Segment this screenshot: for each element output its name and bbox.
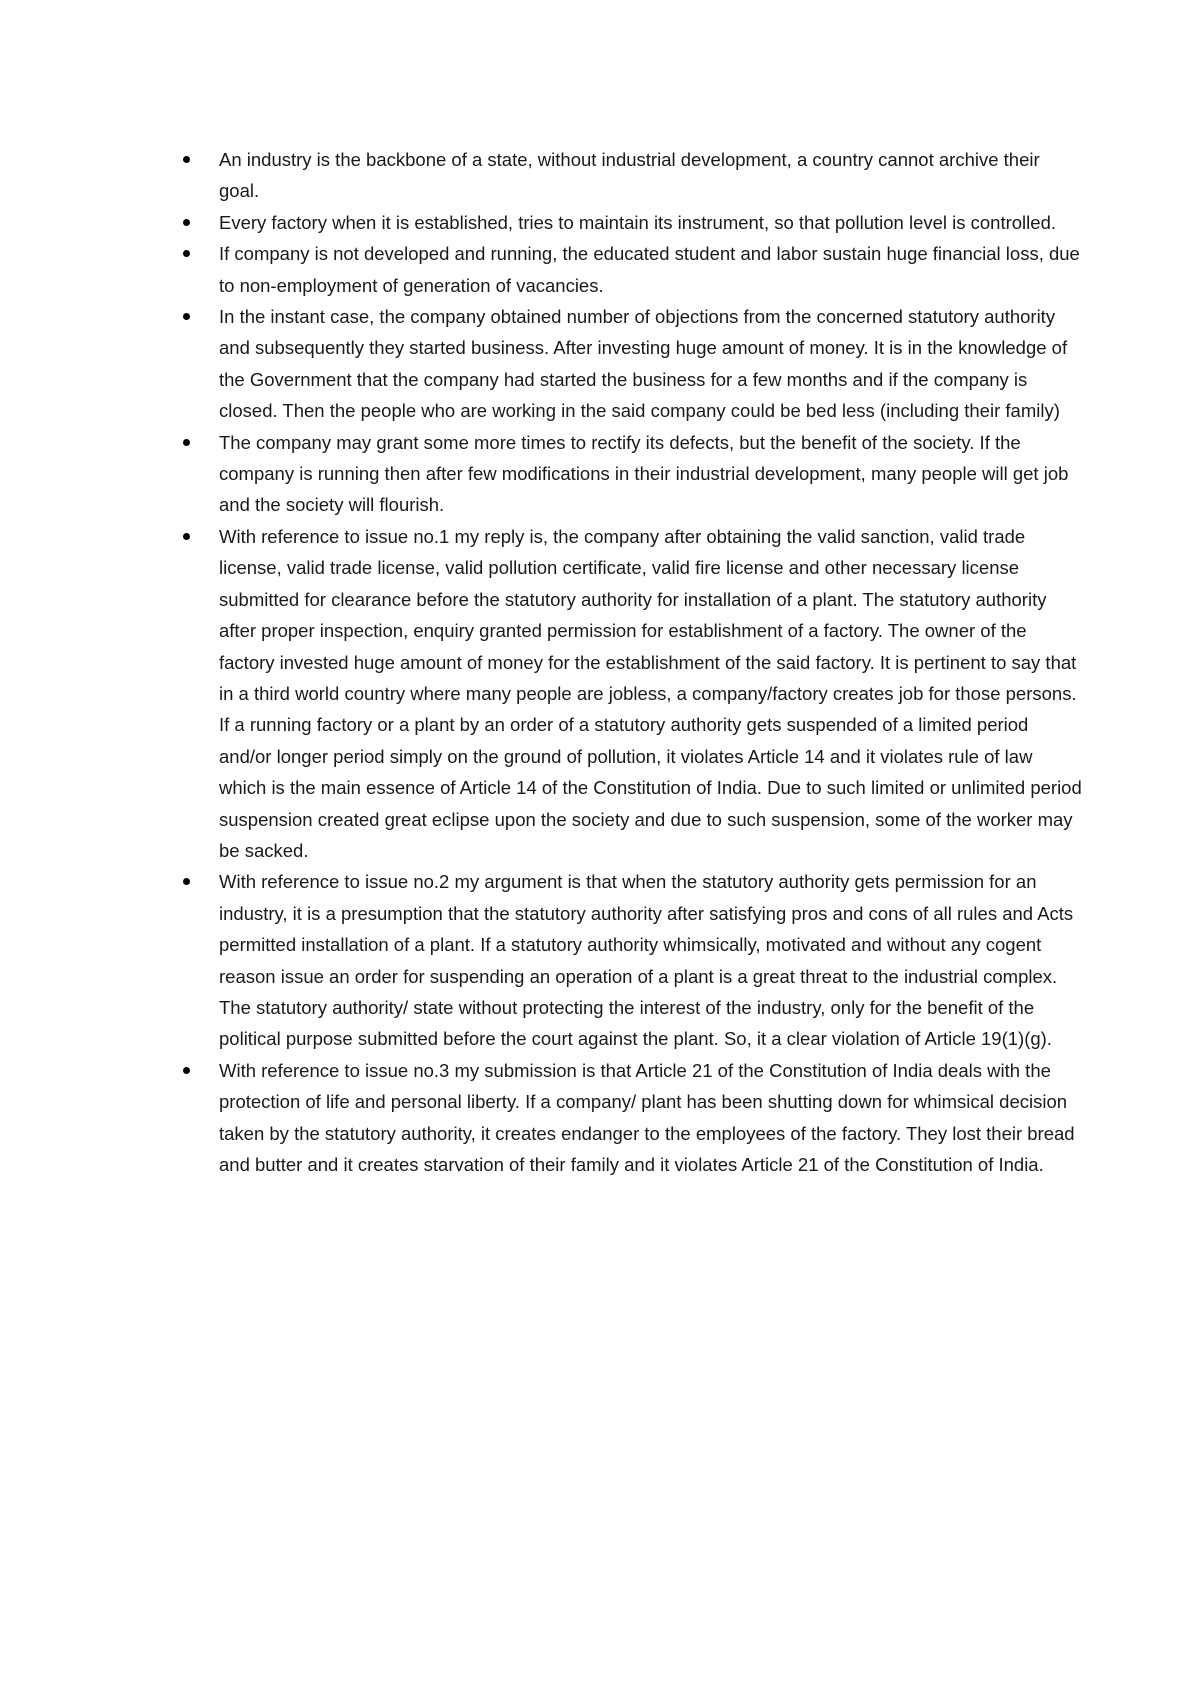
bullet-item xyxy=(183,238,1083,301)
bullet-text: With reference to issue no.2 my argument is that when the statutory authority gets permission for an industry, it is a presumption that the statutory authority after satisfying pros and cons of all rules and Acts permitted installation of a plant. If a statutory authority whimsically, motivated and without any cogent reason issue an order for suspending an operation of a plant is a great threat to the industrial complex. The statutory authority/ state without protecting the interest of the industry, only for the benefit of the political purpose submitted before the court against the plant. So, it a clear violation of Article 19(1)(g). xyxy=(219,871,1074,1050)
bullet-text: An industry is the backbone of a state, without industrial development, a country cannot archive their goal. xyxy=(219,149,1040,202)
bullet-item xyxy=(183,144,1083,207)
bullet-item xyxy=(183,1055,1083,1181)
bullet-text: With reference to issue no.3 my submission is that Article 21 of the Constitution of India deals with the protection of life and personal liberty. If a company/ plant has been shutting down for whimsical decision taken by the statutory authority, it creates endanger to the employees of the factory. They lost their bread and butter and it creates starvation of their family and it violates Article 21 of the Constitution of India. xyxy=(219,1059,1075,1175)
bullet-point-icon xyxy=(183,250,190,257)
bullet-point-icon xyxy=(183,533,190,540)
bullet-text: With reference to issue no.1 my reply is, the company after obtaining the valid sanction, valid trade license, valid trade license, valid pollution certificate, valid fire license and other necessary license submitted for clearance before the statutory authority for installation of a plant. The statutory authority after proper inspection, enquiry granted permission for establishment of a factory. The owner of the factory invested huge amount of money for the establishment of the said factory. It is pertinent to say that in a third world country where many people are jobless, a company/factory creates job for those persons. If a running factory or a plant by an order of a statutory authority gets suspended of a limited period and/or longer period simply on the ground of pollution, it violates Article 14 and it violates rule of law which is the main essence of Article 14 of the Constitution of India. Due to such limited or unlimited period suspension created great eclipse upon the society and due to such suspension, some of the worker may be sacked. xyxy=(219,525,1082,861)
bullet-point-icon xyxy=(183,313,190,320)
bullet-text: In the instant case, the company obtained number of objections from the concerned statutory authority and subsequently they started business. After investing huge amount of money. It is in the knowledge of the Government that the company had started the business for a few months and if the company is closed. Then the people who are working in the said company could be bed less (including their family) xyxy=(219,306,1068,422)
bullet-point-icon xyxy=(183,439,190,446)
bullet-list xyxy=(183,144,1083,1180)
bullet-item xyxy=(183,207,1083,238)
bullet-item xyxy=(183,427,1083,521)
bullet-point-icon xyxy=(183,156,190,163)
bullet-point-icon xyxy=(183,878,190,885)
bullet-text: Every factory when it is established, tries to maintain its instrument, so that pollution level is controlled. xyxy=(219,211,1056,233)
bullet-text: The company may grant some more times to rectify its defects, but the benefit of the society. If the company is running then after few modifications in their industrial development, many people will get job and the society will flourish. xyxy=(219,431,1069,516)
bullet-text: If company is not developed and running, the educated student and labor sustain huge financial loss, due to non-employment of generation of vacancies. xyxy=(219,243,1080,296)
bullet-item xyxy=(183,301,1083,427)
bullet-point-icon xyxy=(183,219,190,226)
bullet-point-icon xyxy=(183,1067,190,1074)
bullet-item xyxy=(183,866,1083,1054)
bullet-item xyxy=(183,521,1083,866)
